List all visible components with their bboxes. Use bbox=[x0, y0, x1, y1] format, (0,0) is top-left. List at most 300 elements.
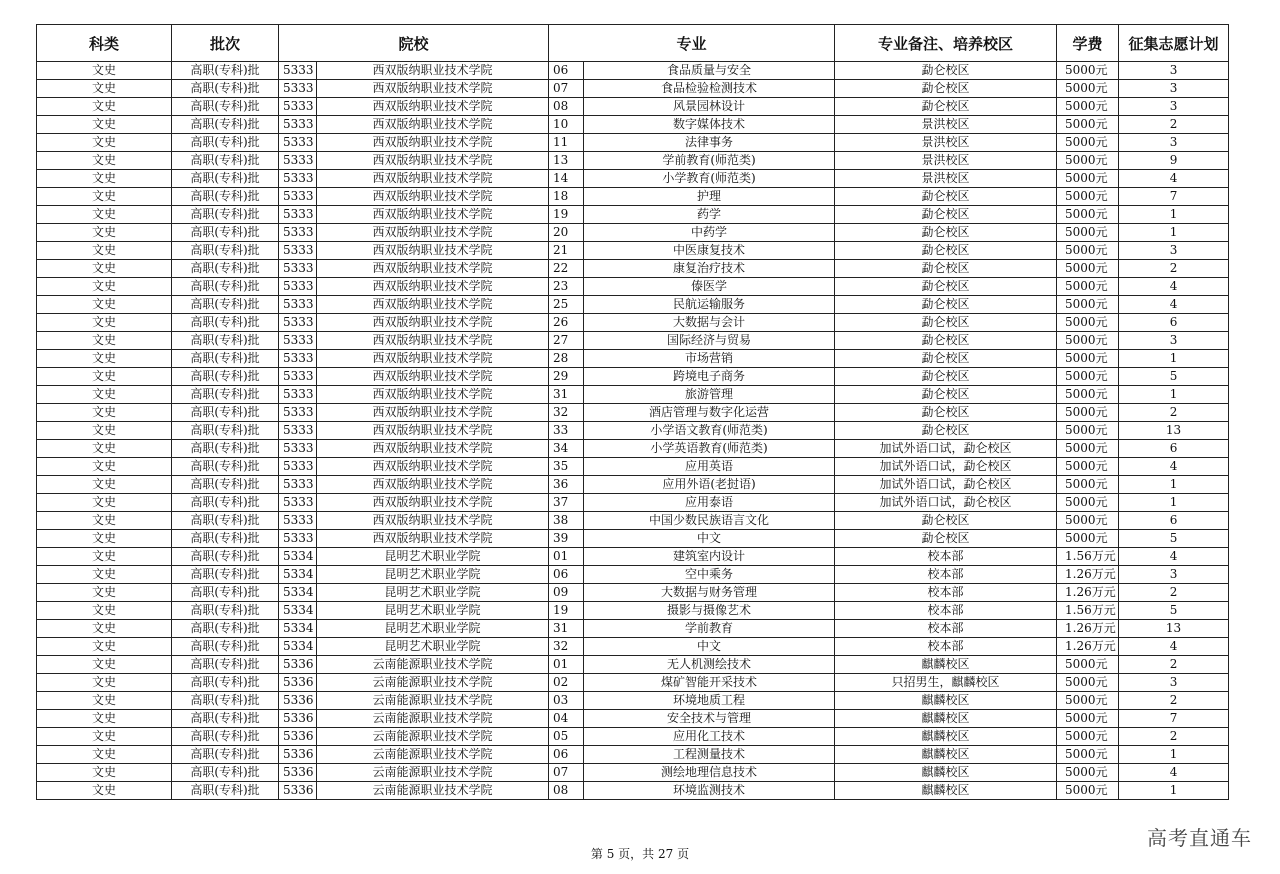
cell-major-code: 04 bbox=[549, 710, 584, 728]
cell-school-name: 云南能源职业技术学院 bbox=[317, 692, 549, 710]
cell-plan-count: 1 bbox=[1119, 746, 1229, 764]
cell-tuition: 5000元 bbox=[1057, 242, 1119, 260]
table-row bbox=[37, 278, 1229, 296]
cell-batch: 高职(专科)批 bbox=[172, 314, 279, 332]
cell-notes-campus: 勐仑校区 bbox=[835, 98, 1057, 116]
cell-major-name: 法律事务 bbox=[584, 134, 835, 152]
cell-tuition: 5000元 bbox=[1057, 674, 1119, 692]
cell-batch: 高职(专科)批 bbox=[172, 674, 279, 692]
table-row bbox=[37, 530, 1229, 548]
cell-school-code: 5333 bbox=[279, 62, 317, 80]
cell-major-code: 18 bbox=[549, 188, 584, 206]
cell-school-code: 5333 bbox=[279, 98, 317, 116]
cell-batch: 高职(专科)批 bbox=[172, 602, 279, 620]
cell-notes-campus: 勐仑校区 bbox=[835, 530, 1057, 548]
table-row bbox=[37, 620, 1229, 638]
cell-school-code: 5333 bbox=[279, 80, 317, 98]
cell-batch: 高职(专科)批 bbox=[172, 224, 279, 242]
table-row bbox=[37, 98, 1229, 116]
cell-major-code: 07 bbox=[549, 764, 584, 782]
cell-batch: 高职(专科)批 bbox=[172, 368, 279, 386]
cell-major-name: 应用化工技术 bbox=[584, 728, 835, 746]
cell-notes-campus: 勐仑校区 bbox=[835, 350, 1057, 368]
cell-major-name: 环境监测技术 bbox=[584, 782, 835, 800]
cell-notes-campus: 勐仑校区 bbox=[835, 314, 1057, 332]
cell-batch: 高职(专科)批 bbox=[172, 512, 279, 530]
cell-notes-campus: 勐仑校区 bbox=[835, 422, 1057, 440]
cell-school-code: 5333 bbox=[279, 422, 317, 440]
cell-school-name: 昆明艺术职业学院 bbox=[317, 584, 549, 602]
cell-school-name: 西双版纳职业技术学院 bbox=[317, 116, 549, 134]
watermark: 高考直通车 bbox=[1147, 826, 1252, 850]
cell-batch: 高职(专科)批 bbox=[172, 134, 279, 152]
cell-plan-count: 2 bbox=[1119, 404, 1229, 422]
cell-school-name: 西双版纳职业技术学院 bbox=[317, 494, 549, 512]
cell-plan-count: 4 bbox=[1119, 296, 1229, 314]
cell-school-name: 云南能源职业技术学院 bbox=[317, 728, 549, 746]
cell-batch: 高职(专科)批 bbox=[172, 62, 279, 80]
cell-major-code: 06 bbox=[549, 746, 584, 764]
cell-major-name: 小学语文教育(师范类) bbox=[584, 422, 835, 440]
cell-major-name: 煤矿智能开采技术 bbox=[584, 674, 835, 692]
cell-school-code: 5333 bbox=[279, 386, 317, 404]
cell-notes-campus: 勐仑校区 bbox=[835, 296, 1057, 314]
table-row bbox=[37, 746, 1229, 764]
cell-subject: 文史 bbox=[37, 458, 172, 476]
cell-plan-count: 13 bbox=[1119, 422, 1229, 440]
table-row bbox=[37, 584, 1229, 602]
header-batch: 批次 bbox=[172, 25, 279, 62]
cell-plan-count: 4 bbox=[1119, 278, 1229, 296]
cell-tuition: 5000元 bbox=[1057, 530, 1119, 548]
cell-school-name: 云南能源职业技术学院 bbox=[317, 782, 549, 800]
header-tuition: 学费 bbox=[1057, 25, 1119, 62]
cell-plan-count: 4 bbox=[1119, 548, 1229, 566]
cell-major-code: 35 bbox=[549, 458, 584, 476]
cell-plan-count: 1 bbox=[1119, 782, 1229, 800]
cell-major-code: 07 bbox=[549, 80, 584, 98]
cell-plan-count: 2 bbox=[1119, 692, 1229, 710]
header-major-notes-campus: 专业备注、培养校区 bbox=[835, 25, 1057, 62]
table-row bbox=[37, 350, 1229, 368]
table-row bbox=[37, 206, 1229, 224]
cell-notes-campus: 麒麟校区 bbox=[835, 764, 1057, 782]
table-row bbox=[37, 656, 1229, 674]
cell-notes-campus: 校本部 bbox=[835, 566, 1057, 584]
cell-school-code: 5336 bbox=[279, 692, 317, 710]
cell-batch: 高职(专科)批 bbox=[172, 548, 279, 566]
cell-major-code: 31 bbox=[549, 620, 584, 638]
cell-batch: 高职(专科)批 bbox=[172, 386, 279, 404]
cell-tuition: 5000元 bbox=[1057, 134, 1119, 152]
cell-school-name: 西双版纳职业技术学院 bbox=[317, 368, 549, 386]
table-row bbox=[37, 422, 1229, 440]
cell-tuition: 5000元 bbox=[1057, 98, 1119, 116]
cell-notes-campus: 麒麟校区 bbox=[835, 692, 1057, 710]
cell-tuition: 5000元 bbox=[1057, 458, 1119, 476]
cell-plan-count: 3 bbox=[1119, 62, 1229, 80]
cell-tuition: 5000元 bbox=[1057, 224, 1119, 242]
cell-school-name: 西双版纳职业技术学院 bbox=[317, 512, 549, 530]
cell-subject: 文史 bbox=[37, 512, 172, 530]
cell-plan-count: 1 bbox=[1119, 494, 1229, 512]
cell-plan-count: 1 bbox=[1119, 476, 1229, 494]
cell-major-name: 摄影与摄像艺术 bbox=[584, 602, 835, 620]
cell-major-name: 康复治疗技术 bbox=[584, 260, 835, 278]
cell-subject: 文史 bbox=[37, 368, 172, 386]
cell-plan-count: 3 bbox=[1119, 566, 1229, 584]
cell-major-name: 大数据与会计 bbox=[584, 314, 835, 332]
cell-major-name: 食品质量与安全 bbox=[584, 62, 835, 80]
cell-school-code: 5336 bbox=[279, 782, 317, 800]
cell-major-name: 中药学 bbox=[584, 224, 835, 242]
cell-notes-campus: 麒麟校区 bbox=[835, 782, 1057, 800]
cell-tuition: 5000元 bbox=[1057, 80, 1119, 98]
cell-tuition: 5000元 bbox=[1057, 494, 1119, 512]
cell-notes-campus: 加试外语口试，勐仑校区 bbox=[835, 458, 1057, 476]
cell-major-name: 空中乘务 bbox=[584, 566, 835, 584]
cell-plan-count: 2 bbox=[1119, 656, 1229, 674]
cell-batch: 高职(专科)批 bbox=[172, 188, 279, 206]
cell-notes-campus: 加试外语口试，勐仑校区 bbox=[835, 440, 1057, 458]
cell-major-name: 应用泰语 bbox=[584, 494, 835, 512]
cell-plan-count: 6 bbox=[1119, 440, 1229, 458]
cell-major-code: 14 bbox=[549, 170, 584, 188]
cell-notes-campus: 景洪校区 bbox=[835, 170, 1057, 188]
cell-subject: 文史 bbox=[37, 404, 172, 422]
cell-major-code: 03 bbox=[549, 692, 584, 710]
cell-tuition: 5000元 bbox=[1057, 782, 1119, 800]
cell-school-code: 5333 bbox=[279, 188, 317, 206]
cell-batch: 高职(专科)批 bbox=[172, 206, 279, 224]
cell-plan-count: 5 bbox=[1119, 530, 1229, 548]
cell-major-code: 01 bbox=[549, 548, 584, 566]
cell-school-name: 西双版纳职业技术学院 bbox=[317, 386, 549, 404]
cell-school-code: 5333 bbox=[279, 494, 317, 512]
cell-subject: 文史 bbox=[37, 422, 172, 440]
cell-tuition: 1.56万元 bbox=[1057, 602, 1119, 620]
cell-batch: 高职(专科)批 bbox=[172, 80, 279, 98]
cell-tuition: 5000元 bbox=[1057, 728, 1119, 746]
cell-subject: 文史 bbox=[37, 638, 172, 656]
table-row bbox=[37, 332, 1229, 350]
cell-plan-count: 3 bbox=[1119, 98, 1229, 116]
cell-school-code: 5333 bbox=[279, 350, 317, 368]
cell-school-name: 云南能源职业技术学院 bbox=[317, 710, 549, 728]
cell-school-name: 西双版纳职业技术学院 bbox=[317, 134, 549, 152]
cell-notes-campus: 景洪校区 bbox=[835, 152, 1057, 170]
cell-tuition: 5000元 bbox=[1057, 710, 1119, 728]
cell-batch: 高职(专科)批 bbox=[172, 116, 279, 134]
cell-plan-count: 4 bbox=[1119, 170, 1229, 188]
cell-major-name: 中国少数民族语言文化 bbox=[584, 512, 835, 530]
cell-subject: 文史 bbox=[37, 260, 172, 278]
cell-notes-campus: 麒麟校区 bbox=[835, 656, 1057, 674]
cell-tuition: 5000元 bbox=[1057, 692, 1119, 710]
cell-notes-campus: 校本部 bbox=[835, 584, 1057, 602]
table-row bbox=[37, 296, 1229, 314]
cell-plan-count: 3 bbox=[1119, 674, 1229, 692]
header-school: 院校 bbox=[279, 25, 549, 62]
cell-school-code: 5334 bbox=[279, 566, 317, 584]
cell-notes-campus: 校本部 bbox=[835, 620, 1057, 638]
cell-major-name: 食品检验检测技术 bbox=[584, 80, 835, 98]
cell-plan-count: 9 bbox=[1119, 152, 1229, 170]
cell-subject: 文史 bbox=[37, 152, 172, 170]
cell-school-code: 5333 bbox=[279, 530, 317, 548]
cell-school-name: 昆明艺术职业学院 bbox=[317, 548, 549, 566]
table-row bbox=[37, 782, 1229, 800]
cell-tuition: 5000元 bbox=[1057, 476, 1119, 494]
cell-notes-campus: 勐仑校区 bbox=[835, 224, 1057, 242]
cell-major-name: 药学 bbox=[584, 206, 835, 224]
cell-batch: 高职(专科)批 bbox=[172, 422, 279, 440]
cell-plan-count: 4 bbox=[1119, 638, 1229, 656]
cell-major-name: 学前教育(师范类) bbox=[584, 152, 835, 170]
cell-school-code: 5333 bbox=[279, 170, 317, 188]
cell-school-code: 5333 bbox=[279, 368, 317, 386]
cell-notes-campus: 校本部 bbox=[835, 638, 1057, 656]
cell-tuition: 5000元 bbox=[1057, 206, 1119, 224]
cell-major-code: 11 bbox=[549, 134, 584, 152]
cell-school-code: 5333 bbox=[279, 512, 317, 530]
cell-school-name: 云南能源职业技术学院 bbox=[317, 746, 549, 764]
cell-batch: 高职(专科)批 bbox=[172, 494, 279, 512]
cell-notes-campus: 勐仑校区 bbox=[835, 386, 1057, 404]
table-row bbox=[37, 134, 1229, 152]
cell-subject: 文史 bbox=[37, 548, 172, 566]
cell-school-code: 5336 bbox=[279, 710, 317, 728]
table-row bbox=[37, 80, 1229, 98]
cell-school-name: 西双版纳职业技术学院 bbox=[317, 530, 549, 548]
table-row bbox=[37, 512, 1229, 530]
cell-notes-campus: 勐仑校区 bbox=[835, 512, 1057, 530]
cell-plan-count: 3 bbox=[1119, 242, 1229, 260]
cell-school-code: 5333 bbox=[279, 260, 317, 278]
cell-major-name: 傣医学 bbox=[584, 278, 835, 296]
cell-subject: 文史 bbox=[37, 584, 172, 602]
cell-plan-count: 5 bbox=[1119, 602, 1229, 620]
cell-tuition: 5000元 bbox=[1057, 62, 1119, 80]
cell-school-code: 5334 bbox=[279, 638, 317, 656]
cell-major-name: 应用外语(老挝语) bbox=[584, 476, 835, 494]
cell-major-code: 38 bbox=[549, 512, 584, 530]
cell-major-name: 建筑室内设计 bbox=[584, 548, 835, 566]
cell-subject: 文史 bbox=[37, 530, 172, 548]
cell-school-name: 西双版纳职业技术学院 bbox=[317, 98, 549, 116]
cell-major-code: 06 bbox=[549, 566, 584, 584]
cell-major-name: 测绘地理信息技术 bbox=[584, 764, 835, 782]
cell-major-code: 29 bbox=[549, 368, 584, 386]
cell-major-code: 37 bbox=[549, 494, 584, 512]
cell-major-code: 08 bbox=[549, 98, 584, 116]
cell-subject: 文史 bbox=[37, 116, 172, 134]
cell-subject: 文史 bbox=[37, 224, 172, 242]
cell-major-code: 32 bbox=[549, 404, 584, 422]
cell-tuition: 1.26万元 bbox=[1057, 566, 1119, 584]
table-row bbox=[37, 728, 1229, 746]
cell-notes-campus: 加试外语口试，勐仑校区 bbox=[835, 476, 1057, 494]
cell-major-name: 旅游管理 bbox=[584, 386, 835, 404]
cell-major-name: 大数据与财务管理 bbox=[584, 584, 835, 602]
cell-major-name: 市场营销 bbox=[584, 350, 835, 368]
cell-batch: 高职(专科)批 bbox=[172, 656, 279, 674]
cell-major-code: 39 bbox=[549, 530, 584, 548]
cell-major-code: 06 bbox=[549, 62, 584, 80]
cell-batch: 高职(专科)批 bbox=[172, 620, 279, 638]
cell-tuition: 5000元 bbox=[1057, 116, 1119, 134]
table-row bbox=[37, 242, 1229, 260]
cell-major-code: 36 bbox=[549, 476, 584, 494]
cell-school-name: 西双版纳职业技术学院 bbox=[317, 170, 549, 188]
cell-school-code: 5336 bbox=[279, 656, 317, 674]
cell-batch: 高职(专科)批 bbox=[172, 782, 279, 800]
table-row bbox=[37, 458, 1229, 476]
cell-tuition: 1.56万元 bbox=[1057, 548, 1119, 566]
cell-subject: 文史 bbox=[37, 440, 172, 458]
cell-major-code: 26 bbox=[549, 314, 584, 332]
cell-school-code: 5333 bbox=[279, 296, 317, 314]
table-row bbox=[37, 368, 1229, 386]
cell-batch: 高职(专科)批 bbox=[172, 242, 279, 260]
cell-batch: 高职(专科)批 bbox=[172, 278, 279, 296]
cell-notes-campus: 麒麟校区 bbox=[835, 746, 1057, 764]
cell-school-name: 西双版纳职业技术学院 bbox=[317, 80, 549, 98]
cell-major-name: 中医康复技术 bbox=[584, 242, 835, 260]
cell-batch: 高职(专科)批 bbox=[172, 584, 279, 602]
cell-notes-campus: 勐仑校区 bbox=[835, 188, 1057, 206]
table-row bbox=[37, 386, 1229, 404]
header-subject-category: 科类 bbox=[37, 25, 172, 62]
cell-subject: 文史 bbox=[37, 350, 172, 368]
table-row bbox=[37, 440, 1229, 458]
cell-major-code: 34 bbox=[549, 440, 584, 458]
cell-tuition: 5000元 bbox=[1057, 170, 1119, 188]
table-row bbox=[37, 548, 1229, 566]
cell-batch: 高职(专科)批 bbox=[172, 692, 279, 710]
table-row bbox=[37, 224, 1229, 242]
cell-major-name: 民航运输服务 bbox=[584, 296, 835, 314]
cell-notes-campus: 勐仑校区 bbox=[835, 404, 1057, 422]
cell-notes-campus: 景洪校区 bbox=[835, 134, 1057, 152]
cell-major-code: 21 bbox=[549, 242, 584, 260]
cell-major-code: 08 bbox=[549, 782, 584, 800]
table-row bbox=[37, 638, 1229, 656]
header-row bbox=[37, 25, 1229, 62]
cell-school-code: 5333 bbox=[279, 206, 317, 224]
cell-subject: 文史 bbox=[37, 80, 172, 98]
cell-notes-campus: 只招男生，麒麟校区 bbox=[835, 674, 1057, 692]
cell-subject: 文史 bbox=[37, 674, 172, 692]
cell-school-name: 西双版纳职业技术学院 bbox=[317, 404, 549, 422]
cell-batch: 高职(专科)批 bbox=[172, 152, 279, 170]
cell-major-code: 32 bbox=[549, 638, 584, 656]
cell-major-name: 国际经济与贸易 bbox=[584, 332, 835, 350]
cell-notes-campus: 校本部 bbox=[835, 548, 1057, 566]
cell-plan-count: 13 bbox=[1119, 620, 1229, 638]
cell-batch: 高职(专科)批 bbox=[172, 728, 279, 746]
table-row bbox=[37, 764, 1229, 782]
cell-school-code: 5333 bbox=[279, 476, 317, 494]
cell-major-code: 13 bbox=[549, 152, 584, 170]
cell-batch: 高职(专科)批 bbox=[172, 440, 279, 458]
cell-school-name: 西双版纳职业技术学院 bbox=[317, 242, 549, 260]
cell-batch: 高职(专科)批 bbox=[172, 566, 279, 584]
cell-tuition: 5000元 bbox=[1057, 332, 1119, 350]
cell-subject: 文史 bbox=[37, 656, 172, 674]
cell-plan-count: 2 bbox=[1119, 584, 1229, 602]
table-row bbox=[37, 692, 1229, 710]
cell-subject: 文史 bbox=[37, 332, 172, 350]
cell-subject: 文史 bbox=[37, 728, 172, 746]
table-row bbox=[37, 602, 1229, 620]
cell-school-name: 西双版纳职业技术学院 bbox=[317, 260, 549, 278]
cell-school-name: 西双版纳职业技术学院 bbox=[317, 332, 549, 350]
cell-major-code: 19 bbox=[549, 206, 584, 224]
cell-major-name: 护理 bbox=[584, 188, 835, 206]
cell-batch: 高职(专科)批 bbox=[172, 530, 279, 548]
cell-tuition: 5000元 bbox=[1057, 422, 1119, 440]
cell-major-code: 05 bbox=[549, 728, 584, 746]
cell-school-name: 云南能源职业技术学院 bbox=[317, 674, 549, 692]
cell-major-code: 27 bbox=[549, 332, 584, 350]
cell-notes-campus: 勐仑校区 bbox=[835, 242, 1057, 260]
cell-tuition: 5000元 bbox=[1057, 386, 1119, 404]
cell-tuition: 5000元 bbox=[1057, 368, 1119, 386]
cell-major-name: 工程测量技术 bbox=[584, 746, 835, 764]
cell-subject: 文史 bbox=[37, 692, 172, 710]
cell-school-name: 西双版纳职业技术学院 bbox=[317, 422, 549, 440]
cell-notes-campus: 勐仑校区 bbox=[835, 80, 1057, 98]
cell-subject: 文史 bbox=[37, 602, 172, 620]
cell-subject: 文史 bbox=[37, 476, 172, 494]
cell-plan-count: 3 bbox=[1119, 80, 1229, 98]
cell-tuition: 5000元 bbox=[1057, 350, 1119, 368]
cell-plan-count: 6 bbox=[1119, 314, 1229, 332]
table-row bbox=[37, 710, 1229, 728]
cell-school-name: 昆明艺术职业学院 bbox=[317, 620, 549, 638]
cell-school-name: 西双版纳职业技术学院 bbox=[317, 188, 549, 206]
cell-school-code: 5333 bbox=[279, 224, 317, 242]
cell-plan-count: 2 bbox=[1119, 116, 1229, 134]
cell-batch: 高职(专科)批 bbox=[172, 710, 279, 728]
cell-school-code: 5333 bbox=[279, 440, 317, 458]
cell-subject: 文史 bbox=[37, 386, 172, 404]
table-row bbox=[37, 404, 1229, 422]
cell-school-name: 昆明艺术职业学院 bbox=[317, 602, 549, 620]
admission-plan-table bbox=[36, 24, 1229, 800]
cell-subject: 文史 bbox=[37, 296, 172, 314]
cell-plan-count: 2 bbox=[1119, 260, 1229, 278]
cell-major-name: 应用英语 bbox=[584, 458, 835, 476]
cell-major-name: 中文 bbox=[584, 638, 835, 656]
cell-subject: 文史 bbox=[37, 620, 172, 638]
cell-major-code: 28 bbox=[549, 350, 584, 368]
cell-notes-campus: 勐仑校区 bbox=[835, 332, 1057, 350]
table-row bbox=[37, 476, 1229, 494]
cell-major-code: 10 bbox=[549, 116, 584, 134]
cell-school-name: 昆明艺术职业学院 bbox=[317, 638, 549, 656]
cell-major-name: 小学英语教育(师范类) bbox=[584, 440, 835, 458]
cell-plan-count: 2 bbox=[1119, 728, 1229, 746]
cell-plan-count: 6 bbox=[1119, 512, 1229, 530]
cell-school-code: 5336 bbox=[279, 674, 317, 692]
cell-batch: 高职(专科)批 bbox=[172, 350, 279, 368]
cell-batch: 高职(专科)批 bbox=[172, 476, 279, 494]
cell-subject: 文史 bbox=[37, 170, 172, 188]
cell-subject: 文史 bbox=[37, 242, 172, 260]
cell-major-name: 跨境电子商务 bbox=[584, 368, 835, 386]
